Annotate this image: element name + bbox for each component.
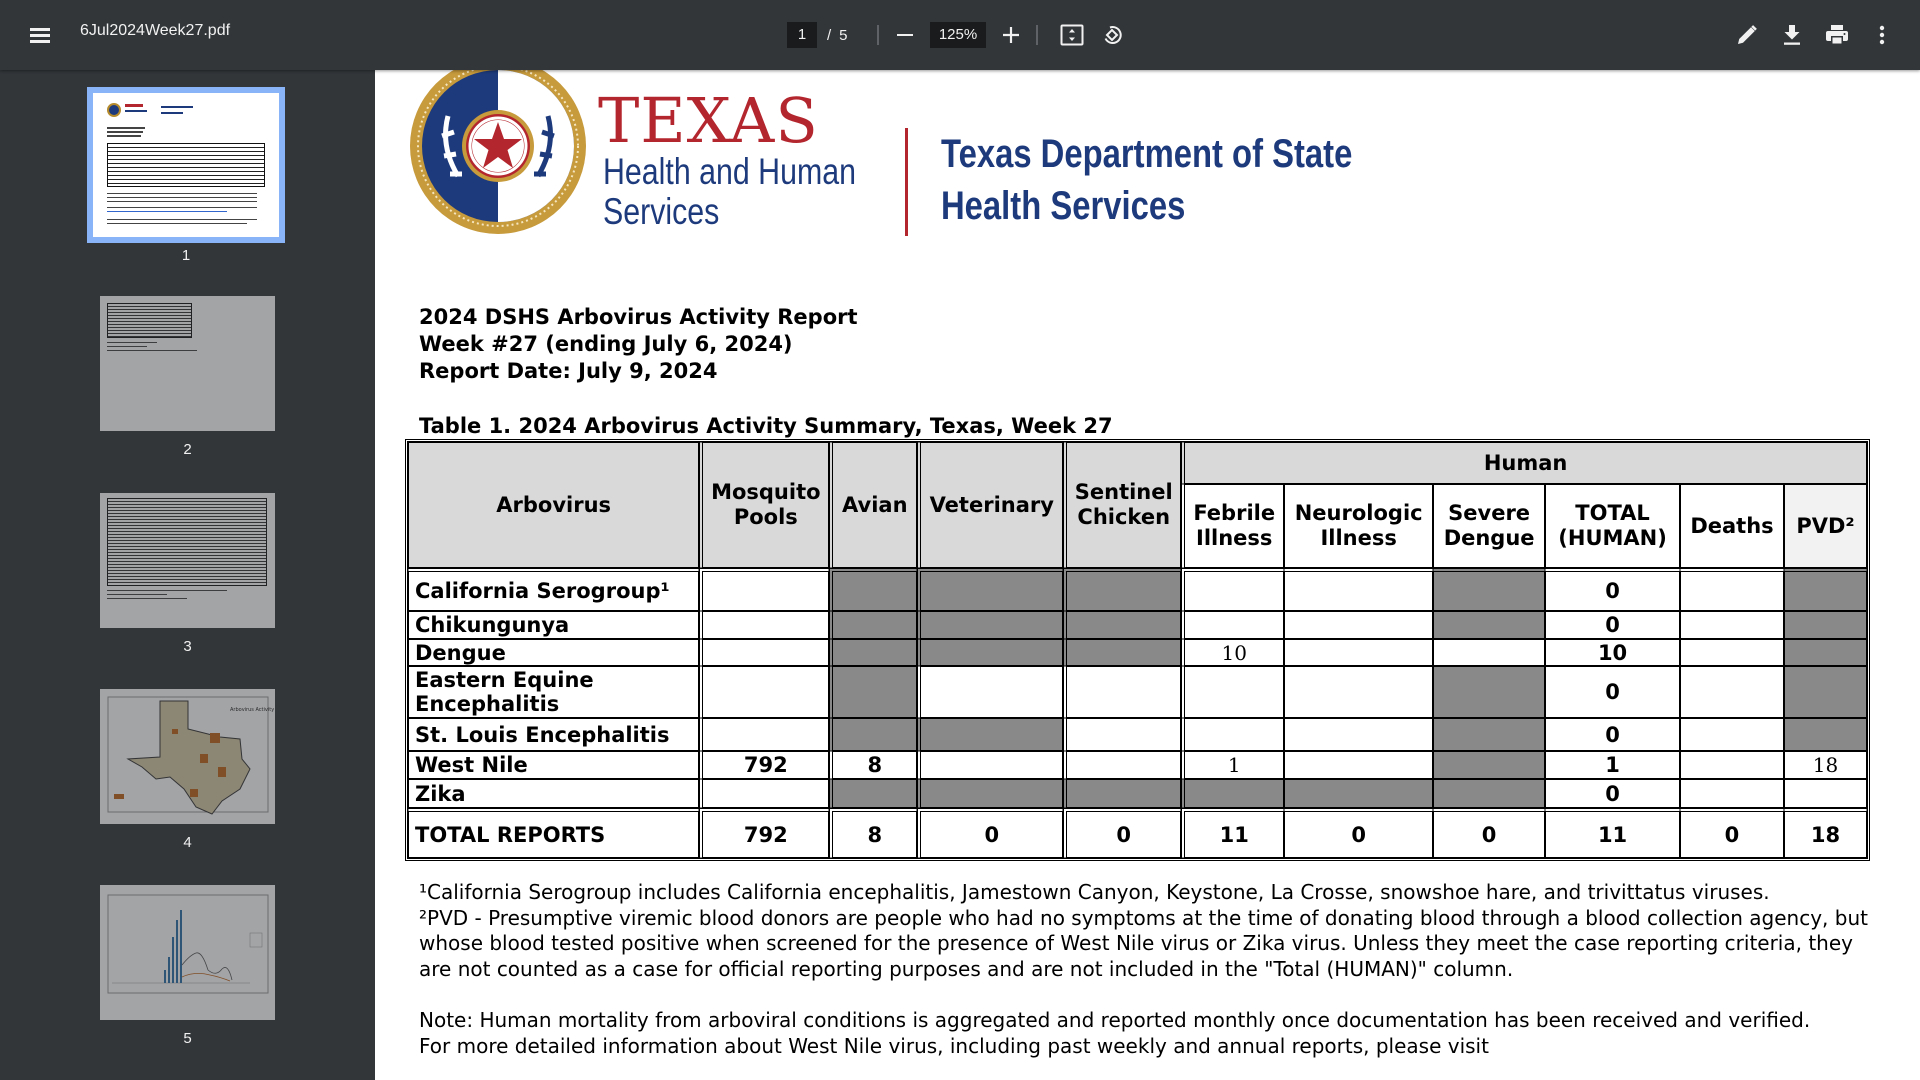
report-date: Report Date: July 9, 2024 (419, 359, 718, 383)
total-deaths: 0 (1680, 808, 1784, 858)
table-row (408, 611, 1867, 639)
document-viewer[interactable] (375, 70, 1920, 1080)
cell-pvd-na (1784, 611, 1867, 639)
page-separator: / (827, 26, 832, 44)
cell-vet-na (917, 611, 1063, 639)
footnotes (419, 880, 1879, 1059)
header-severe-dengue: Severe Dengue (1433, 484, 1545, 568)
dshs-wordmark (941, 128, 1352, 232)
table-caption: Table 1. 2024 Arbovirus Activity Summary, Texas, Week 27 (419, 414, 1113, 438)
header-avian: Avian (829, 442, 917, 568)
cell-febrile (1181, 666, 1284, 718)
cell-febrile (1181, 611, 1284, 639)
cell-febrile-na (1181, 779, 1284, 808)
cell-severe-na (1433, 779, 1545, 808)
pdf-toolbar (0, 0, 1920, 70)
dshs-line-1: Texas Department of State (941, 132, 1353, 176)
cell-vet-na (917, 568, 1063, 611)
cell-neuro (1284, 666, 1433, 718)
cell-neuro-na (1284, 779, 1433, 808)
cell-chicken-na (1063, 639, 1181, 666)
cell-vet-na (917, 718, 1063, 751)
header-febrile-illness: Febrile Illness (1181, 484, 1284, 568)
cell-neuro (1284, 751, 1433, 779)
totals-label: TOTAL REPORTS (408, 808, 699, 858)
cell-severe (1433, 639, 1545, 666)
thumbnail-page-number: 2 (183, 441, 192, 458)
dshs-line-2: Health Services (941, 184, 1186, 228)
cell-avian-na (829, 666, 917, 718)
total-neuro: 0 (1284, 808, 1433, 858)
thumbnail-image (100, 493, 275, 628)
row-name: St. Louis Encephalitis (408, 718, 699, 751)
pencil-icon (1736, 24, 1758, 46)
cell-avian-na (829, 779, 917, 808)
cell-total: 0 (1545, 779, 1680, 808)
table-row (408, 568, 1867, 611)
cell-neuro (1284, 718, 1433, 751)
cell-mosquito (699, 639, 829, 666)
toolbar-divider (877, 25, 879, 45)
logo-divider (905, 128, 908, 236)
cell-pvd-na (1784, 718, 1867, 751)
cell-avian: 8 (829, 751, 917, 779)
cell-neuro (1284, 639, 1433, 666)
mortality-note: Note: Human mortality from arboviral conditions is aggregated and reported monthly once documentation has been received and verified. (419, 1008, 1811, 1032)
fit-to-page-icon (1060, 24, 1084, 46)
cell-deaths (1680, 568, 1784, 611)
zoom-in-button[interactable] (996, 20, 1026, 50)
cell-mosquito (699, 611, 829, 639)
cell-total: 0 (1545, 568, 1680, 611)
cell-pvd: 18 (1784, 751, 1867, 779)
row-name: Chikungunya (408, 611, 699, 639)
cell-vet (917, 666, 1063, 718)
thumbnail-page-number: 4 (183, 834, 192, 851)
row-name: Eastern Equine Encephalitis (408, 666, 699, 718)
table-row (408, 751, 1867, 779)
cell-neuro (1284, 568, 1433, 611)
rotate-button[interactable] (1097, 20, 1127, 50)
cell-avian-na (829, 611, 917, 639)
cell-severe-na (1433, 568, 1545, 611)
thumbnail-page-number: 5 (183, 1030, 192, 1047)
cell-avian-na (829, 639, 917, 666)
header-mosquito-pools: Mosquito Pools (699, 442, 829, 568)
cell-chicken-na (1063, 611, 1181, 639)
cell-pvd-na (1784, 568, 1867, 611)
page-control (787, 22, 848, 48)
plus-icon (1002, 26, 1020, 44)
cell-mosquito (699, 718, 829, 751)
cell-pvd (1784, 779, 1867, 808)
cell-total: 0 (1545, 611, 1680, 639)
header-pvd: PVD² (1784, 484, 1867, 568)
hhs-texas-wordmark: TEXAS (598, 84, 819, 157)
header-deaths: Deaths (1680, 484, 1784, 568)
cell-deaths (1680, 611, 1784, 639)
cell-avian-na (829, 718, 917, 751)
arbovirus-summary-table (405, 439, 1870, 861)
cell-severe-na (1433, 718, 1545, 751)
hamburger-menu-icon[interactable] (22, 17, 58, 53)
table-row (408, 779, 1867, 808)
thumbnail-page-number: 3 (183, 638, 192, 655)
minus-icon (897, 34, 913, 36)
texas-map-thumbnail (100, 689, 275, 824)
cell-chicken-na (1063, 568, 1181, 611)
total-avian: 8 (829, 808, 917, 858)
cell-total: 0 (1545, 666, 1680, 718)
zoom-out-button[interactable] (890, 20, 920, 50)
header-veterinary: Veterinary (917, 442, 1063, 568)
row-name: California Serogroup¹ (408, 568, 699, 611)
table-row (408, 718, 1867, 751)
cell-deaths (1680, 779, 1784, 808)
print-button[interactable] (1819, 17, 1855, 53)
cell-chicken (1063, 718, 1181, 751)
hhs-line-2: Services (603, 191, 720, 232)
totals-row (408, 808, 1867, 858)
report-header (419, 304, 858, 385)
right-toolbar (1729, 17, 1900, 53)
fit-to-page-button[interactable] (1057, 20, 1087, 50)
more-options-button[interactable] (1864, 17, 1900, 53)
thumbnail-sidebar (0, 70, 375, 1080)
report-title: 2024 DSHS Arbovirus Activity Report (419, 305, 858, 329)
more-vertical-icon (1879, 25, 1885, 45)
cell-neuro (1284, 611, 1433, 639)
download-button[interactable] (1774, 17, 1810, 53)
cell-deaths (1680, 718, 1784, 751)
cell-vet (917, 751, 1063, 779)
print-icon (1825, 24, 1849, 46)
cell-mosquito (699, 779, 829, 808)
cell-chicken-na (1063, 779, 1181, 808)
file-name: 6Jul2024Week27.pdf (80, 22, 231, 39)
footnote-2: ²PVD - Presumptive viremic blood donors are people who had no symptoms at the time of donating blood through a blood collection agency, but whose blood tested positive when screened for the presence of West Nile virus or Zika virus. Unless they meet the case reporting criteria, they are not counted as a case for official reporting purposes and are not included in the "Total (HUMAN)" column. (419, 905, 1868, 981)
thumbnail-page-3[interactable] (100, 493, 275, 655)
cell-deaths (1680, 751, 1784, 779)
cell-deaths (1680, 639, 1784, 666)
report-week: Week #27 (ending July 6, 2024) (419, 332, 793, 356)
cell-total: 0 (1545, 718, 1680, 751)
cell-total: 10 (1545, 639, 1680, 666)
header-neurologic-illness: Neurologic Illness (1284, 484, 1433, 568)
total-pvd: 18 (1784, 808, 1867, 858)
cell-severe-na (1433, 751, 1545, 779)
thumbnail-page-1[interactable] (93, 93, 279, 264)
cell-severe-na (1433, 666, 1545, 718)
total-pages: 5 (839, 26, 848, 44)
row-name: Zika (408, 779, 699, 808)
cell-avian-na (829, 568, 917, 611)
total-severe: 0 (1433, 808, 1545, 858)
rotate-counterclockwise-icon (1100, 23, 1124, 47)
row-name: West Nile (408, 751, 699, 779)
thumbnail-page-5[interactable] (100, 885, 275, 1047)
cell-vet-na (917, 779, 1063, 808)
thumbnail-page-4[interactable] (100, 689, 275, 851)
footnote-1: ¹California Serogroup includes California encephalitis, Jamestown Canyon, Keystone, La Crosse, snowshoe hare, and trivittatus viruses. (419, 880, 1770, 904)
table-row (408, 639, 1867, 666)
total-vet: 0 (917, 808, 1063, 858)
thumbnail-image (100, 885, 275, 1020)
svg-text:Arbovirus Activity: Arbovirus Activity (230, 707, 275, 713)
toolbar-divider (1036, 25, 1038, 45)
cell-febrile: 1 (1181, 751, 1284, 779)
page-number-input[interactable]: 1 (787, 22, 817, 48)
cell-mosquito (699, 666, 829, 718)
thumbnail-page-2[interactable] (100, 296, 275, 458)
hhs-subtitle (603, 152, 856, 232)
header-arbovirus: Arbovirus (408, 442, 699, 568)
header-sentinel-chicken: Sentinel Chicken (1063, 442, 1181, 568)
cell-pvd-na (1784, 639, 1867, 666)
cell-pvd-na (1784, 666, 1867, 718)
pdf-page (375, 70, 1920, 1080)
download-icon (1782, 24, 1802, 46)
more-info-text: For more detailed information about West Nile virus, including past weekly and annual reports, please visit (419, 1033, 1489, 1058)
total-human: 11 (1545, 808, 1680, 858)
texas-hhs-seal-logo (408, 70, 588, 236)
cell-mosquito: 792 (699, 751, 829, 779)
header-total-human: TOTAL (HUMAN) (1545, 484, 1680, 568)
total-chicken: 0 (1063, 808, 1181, 858)
annotate-button[interactable] (1729, 17, 1765, 53)
cell-severe-na (1433, 611, 1545, 639)
cell-chicken (1063, 751, 1181, 779)
cell-febrile (1181, 568, 1284, 611)
bar-chart-thumbnail (100, 885, 275, 1020)
thumbnail-image (93, 93, 279, 237)
header-human: Human (1181, 442, 1867, 484)
thumbnail-image (100, 689, 275, 824)
cell-chicken (1063, 666, 1181, 718)
hhs-line-1: Health and Human (603, 151, 856, 192)
cell-deaths (1680, 666, 1784, 718)
cell-vet-na (917, 639, 1063, 666)
zoom-level-input[interactable]: 125% (930, 22, 986, 48)
thumbnail-image (100, 296, 275, 431)
cell-total: 1 (1545, 751, 1680, 779)
cell-febrile (1181, 718, 1284, 751)
total-mosquito: 792 (699, 808, 829, 858)
row-name: Dengue (408, 639, 699, 666)
table-row (408, 666, 1867, 718)
cell-febrile: 10 (1181, 639, 1284, 666)
cell-mosquito (699, 568, 829, 611)
total-febrile: 11 (1181, 808, 1284, 858)
thumbnail-page-number: 1 (181, 247, 191, 264)
